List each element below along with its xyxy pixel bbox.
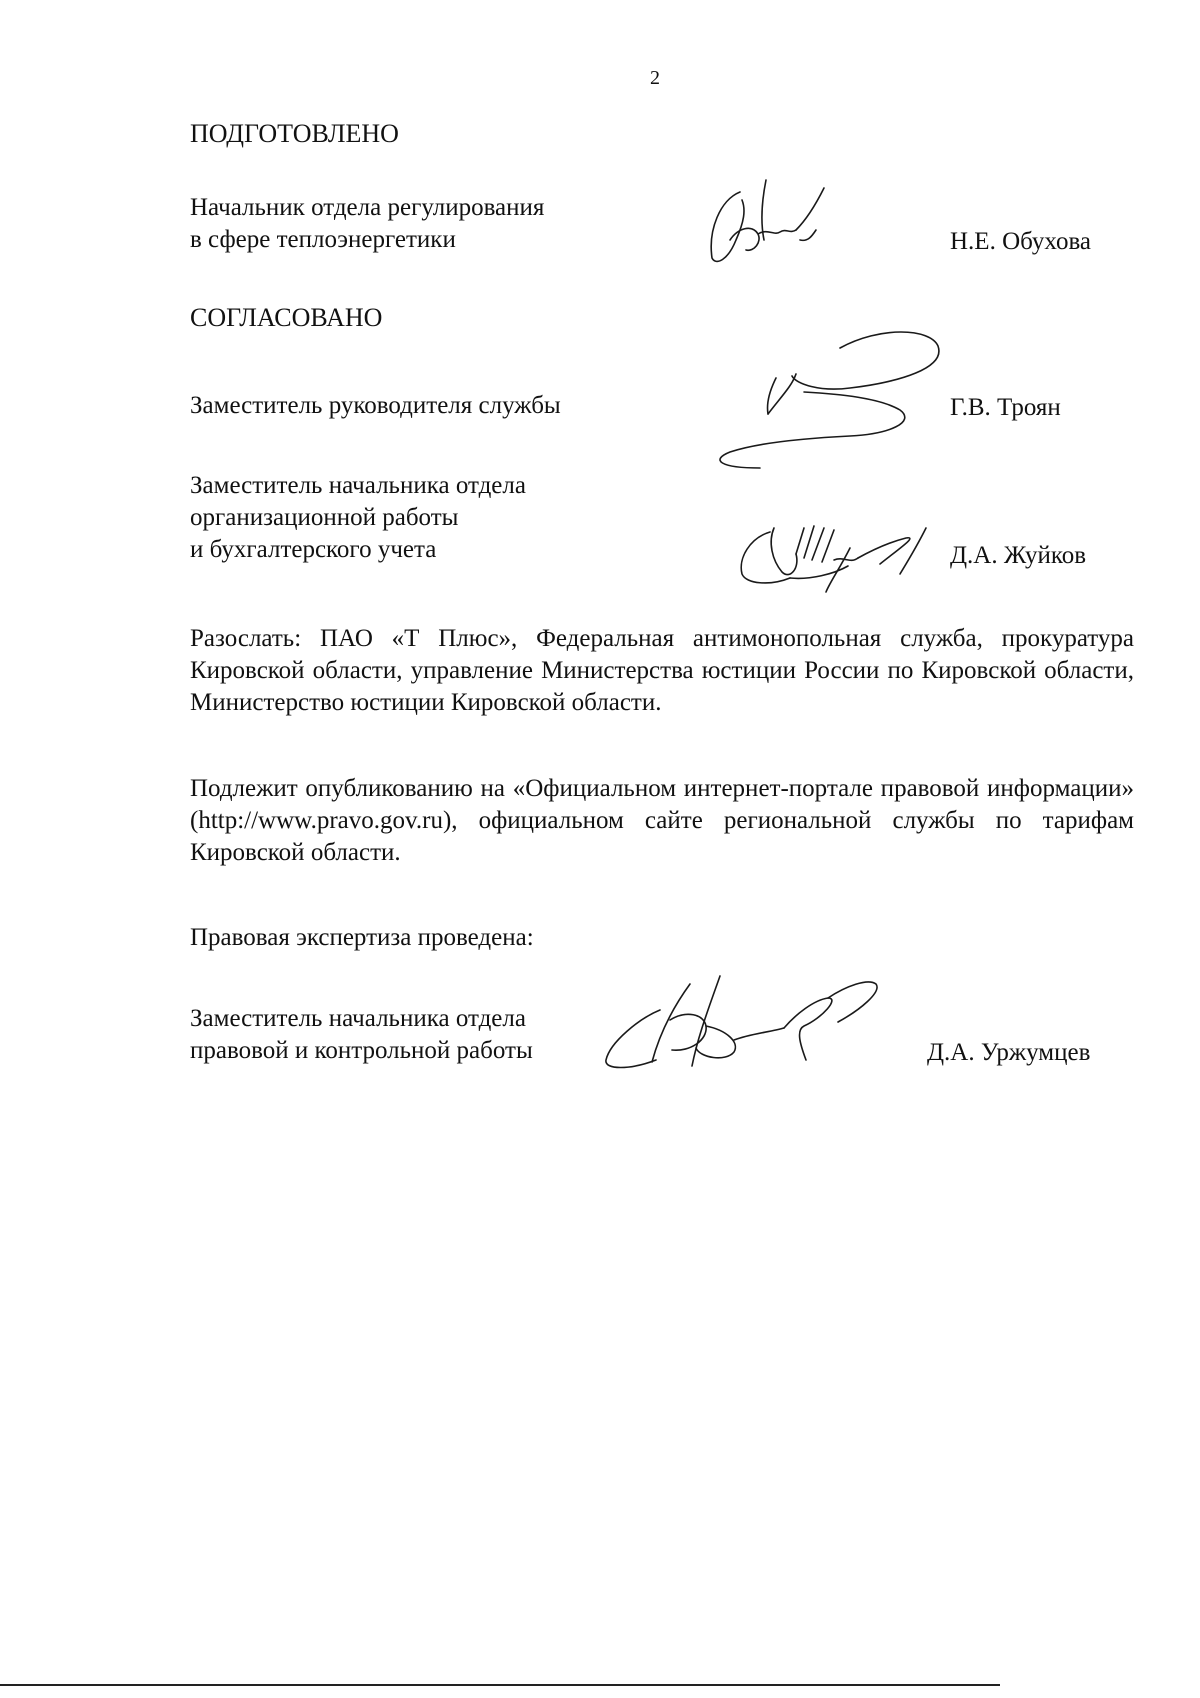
legal-review-position-line2: правовой и контрольной работы [190,1037,533,1064]
signature-zhuykov [730,508,940,598]
agreed-signer1-position: Заместитель руководителя службы [190,392,561,419]
signature-troyan [700,318,950,478]
prepared-position-line1: Начальник отдела регулирования [190,194,545,221]
prepared-position-line2: в сфере теплоэнергетики [190,226,456,253]
footer-divider [0,1684,1000,1686]
publication-paragraph: Подлежит опубликованию на «Официальном интернет-портале правовой информации» (http://www.pravo.gov.ru), официальном сайте региональной службы по тарифам Кировской области. [190,775,1134,866]
agreed-signer2-position-line3: и бухгалтерского учета [190,536,437,563]
signature-obukhova [700,170,850,270]
prepared-name: Н.Е. Обухова [950,228,1092,255]
legal-review-heading: Правовая экспертиза проведена: [190,924,534,951]
agreed-signer2-name: Д.А. Жуйков [950,542,1087,569]
agreed-signer2-position-line2: организационной работы [190,504,459,531]
page-number: 2 [650,67,660,89]
agreed-signer2-position-line1: Заместитель начальника отдела [190,472,526,499]
agreed-heading: СОГЛАСОВАНО [190,303,383,332]
legal-review-name: Д.А. Уржумцев [927,1039,1091,1066]
prepared-heading: ПОДГОТОВЛЕНО [190,119,399,148]
agreed-signer1-name: Г.В. Троян [950,394,1061,421]
signature-urzhumtsev [600,970,890,1080]
distribution-paragraph: Разослать: ПАО «Т Плюс», Федеральная антимонопольная служба, прокуратура Кировской области, управление Министерства юстиции России по Кировской области, Министерство юстиции Кировской области. [190,625,1134,716]
legal-review-position-line1: Заместитель начальника отдела [190,1005,526,1032]
